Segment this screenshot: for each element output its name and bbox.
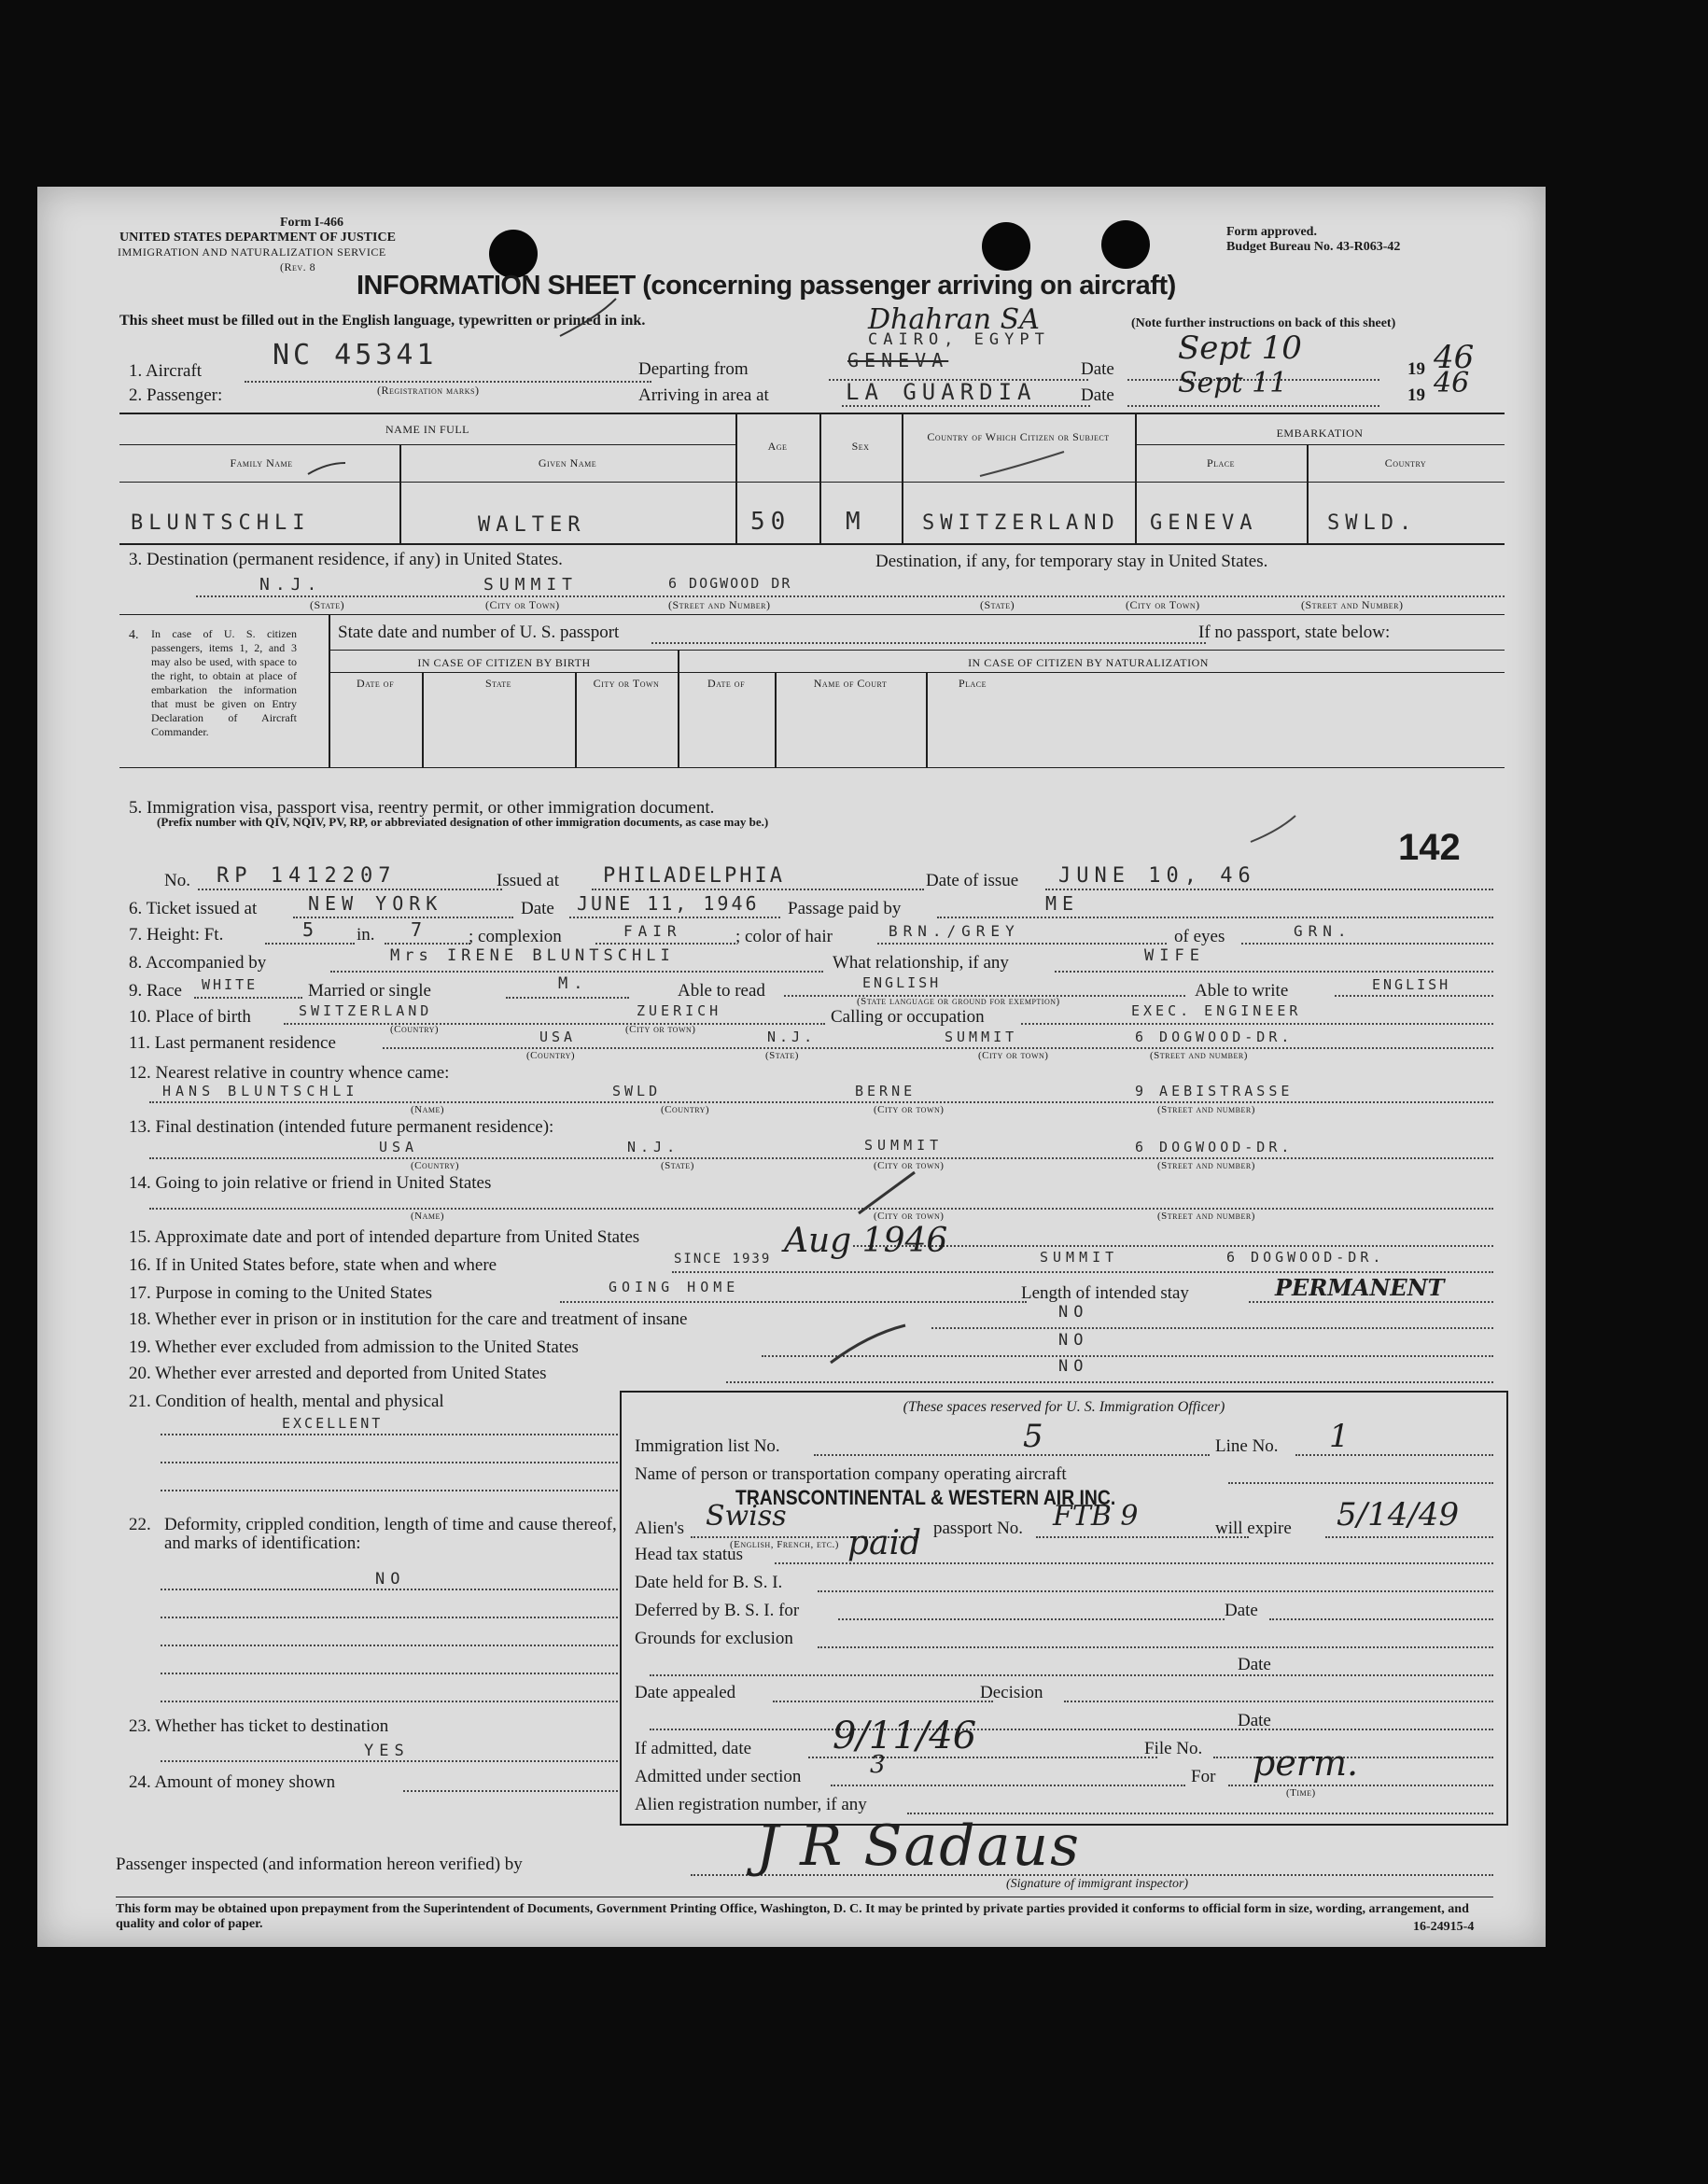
- item6-paid-value: ME: [1045, 892, 1080, 915]
- item11-cap-city: (City or town): [978, 1050, 1049, 1061]
- item16-label: 16. If in United States before, state when and where: [129, 1255, 497, 1275]
- item3-city: SUMMIT: [483, 575, 579, 595]
- item5-no-label: No.: [164, 871, 190, 890]
- date2-label: Date: [1081, 385, 1114, 405]
- alien-value: Swiss: [706, 1500, 787, 1533]
- item10-cap-city: (City or town): [625, 1024, 696, 1035]
- item5-no-value: RP 1412207: [217, 864, 397, 888]
- head-tax-value: paid: [847, 1524, 922, 1562]
- item13-city: SUMMIT: [864, 1137, 944, 1154]
- item13-cap-state: (State): [661, 1160, 694, 1171]
- item4-text: In case of U. S. citizen passengers, items 1, 2, and 3 may also be used, with space to the right, to obtain at place of embarkation the information that must be given on Entry Declaration of Aircraft Commander.: [151, 627, 297, 738]
- item22-value: NO: [375, 1570, 406, 1589]
- nat-place-header: Place: [958, 677, 987, 690]
- alien-registration-label: Alien registration number, if any: [635, 1795, 867, 1814]
- item22-label: Deformity, crippled condition, length of time and cause thereof, and marks of identification:: [164, 1515, 617, 1553]
- item7-in: 7: [411, 918, 428, 941]
- alien-label: Alien's: [635, 1519, 685, 1538]
- pen-tick-mark-2: [980, 452, 1064, 476]
- item9-write: ENGLISH: [1372, 976, 1451, 993]
- item7-hair: BRN./GREY: [889, 922, 1020, 940]
- signature-caption: (Signature of immigrant inspector): [1006, 1877, 1189, 1891]
- item17-label: 17. Purpose in coming to the United States: [129, 1283, 433, 1303]
- if-admitted-label: If admitted, date: [635, 1739, 752, 1758]
- item11-cap-street: (Street and number): [1150, 1050, 1248, 1061]
- item24-label: 24. Amount of money shown: [129, 1772, 336, 1792]
- will-expire-label: will expire: [1215, 1519, 1292, 1538]
- passenger-label: 2. Passenger:: [129, 385, 223, 405]
- item11-country: USA: [539, 1029, 577, 1045]
- time-caption: (Time): [1286, 1787, 1316, 1799]
- passport-no-value: FTB 9: [1053, 1500, 1139, 1533]
- item3-cap-city-right: (City or Town): [1126, 598, 1200, 611]
- year1-value: 46: [1434, 339, 1475, 376]
- date2-value: Sept 11: [1178, 367, 1288, 399]
- departing-label: Departing from: [638, 359, 749, 379]
- item17-value: GOING HOME: [609, 1279, 740, 1295]
- item13-state: N.J.: [627, 1139, 680, 1155]
- pen-tick-mark-3: [1251, 816, 1295, 842]
- item14-cap-city: (City or town): [874, 1211, 945, 1222]
- country-citizen-text: Country of Which Citizen or Subject: [927, 430, 1110, 443]
- item13-cap-city: (City or town): [874, 1160, 945, 1171]
- item12-cap-name: (Name): [411, 1104, 445, 1115]
- form-approved: Form approved.: [1226, 225, 1317, 239]
- item18-value: NO: [1058, 1303, 1089, 1322]
- item15-label: 15. Approximate date and port of intended departure from United States: [129, 1227, 640, 1247]
- item11-cap-state: (State): [765, 1050, 799, 1061]
- pen-stroke: [831, 1325, 905, 1363]
- information-sheet-document: [37, 187, 1546, 1947]
- item6-date-label: Date: [521, 899, 554, 918]
- item7-complexion: FAIR: [623, 922, 682, 940]
- decision-date-label: Date: [1238, 1711, 1271, 1730]
- name-in-full-header: NAME IN FULL: [385, 423, 469, 436]
- item21-value: EXCELLENT: [282, 1415, 384, 1432]
- item3-cap-street-right: (Street and Number): [1301, 598, 1404, 611]
- departing-crossed: GENEVA: [847, 349, 949, 371]
- departing-above: CAIRO, EGYPT: [868, 330, 1050, 349]
- item6-label: 6. Ticket issued at: [129, 899, 258, 918]
- service-name: IMMIGRATION AND NATURALIZATION SERVICE: [118, 245, 386, 259]
- date-held-label: Date held for B. S. I.: [635, 1573, 783, 1592]
- aircraft-value: NC 45341: [273, 339, 438, 371]
- nat-court-header: Name of Court: [813, 677, 888, 690]
- passport-no-label: passport No.: [933, 1519, 1024, 1538]
- item3-street: 6 DOGWOOD DR: [668, 575, 792, 592]
- item12-name: HANS BLUNTSCHLI: [162, 1083, 359, 1099]
- item3-cap-state-right: (State): [980, 598, 1015, 611]
- issued-at-value: PHILADELPHIA: [603, 864, 785, 888]
- item17-stay: PERMANENT: [1275, 1274, 1445, 1301]
- grounds-label: Grounds for exclusion: [635, 1629, 793, 1648]
- birth-date-header: Date of: [356, 677, 395, 690]
- item7-hair-label: ; color of hair: [735, 927, 833, 946]
- alien-caption: (English, French, etc.): [730, 1539, 839, 1550]
- item13-country: USA: [379, 1139, 419, 1155]
- item3-label: 3. Destination (permanent residence, if any) in United States.: [129, 550, 563, 569]
- deferred-label: Deferred by B. S. I. for: [635, 1601, 800, 1620]
- item7-ft: 5: [302, 918, 320, 941]
- item16-street: 6 DOGWOOD-DR.: [1226, 1249, 1385, 1266]
- item7-in-label: in.: [357, 925, 375, 945]
- sex-value: M: [846, 508, 866, 536]
- item3-state: N.J.: [259, 575, 323, 595]
- form-number: Form I-466: [280, 216, 344, 230]
- item3-cap-street: (Street and Number): [668, 598, 771, 611]
- item10-country: SWITZERLAND: [299, 1002, 433, 1019]
- departing-scrawl: Dhahran SA: [868, 303, 1040, 336]
- date-of-issue-value: JUNE 10, 46: [1058, 864, 1256, 888]
- company-label: Name of person or transportation company operating aircraft: [635, 1464, 1067, 1484]
- item4-num: 4.: [129, 628, 139, 642]
- birth-state-header: State: [484, 677, 512, 690]
- item13-cap-country: (Country): [411, 1160, 460, 1171]
- family-name-header: Family Name: [230, 456, 293, 469]
- for-label: For: [1191, 1767, 1216, 1786]
- instruction-text: This sheet must be filled out in the English language, typewritten or printed in ink.: [119, 313, 646, 329]
- item14-cap-name: (Name): [411, 1211, 445, 1222]
- item12-country: SWLD: [612, 1083, 662, 1099]
- item11-city: SUMMIT: [945, 1029, 1018, 1045]
- item9-read-caption: (State language or ground for exemption): [857, 996, 1060, 1007]
- footer-notice: This form may be obtained upon prepayment from the Superintendent of Documents, Government Printing Office, Washington, D. C. It may be printed by private parties provided it conforms to official form in size, wording, arrangement, and quality and color of paper.: [116, 1902, 1469, 1931]
- item3-label-right: Destination, if any, for temporary stay in United States.: [875, 552, 1268, 571]
- given-name-header: Given Name: [538, 456, 597, 469]
- item13-label: 13. Final destination (intended future permanent residence):: [129, 1117, 554, 1137]
- inspected-by-label: Passenger inspected (and information hereon verified) by: [116, 1855, 523, 1874]
- company-value: TRANSCONTINENTAL & WESTERN AIR INC.: [735, 1486, 1116, 1509]
- item6-value: NEW YORK: [308, 892, 443, 915]
- item5-sub: (Prefix number with QIV, NQIV, PV, RP, or abbreviated designation of other immigration documents, as case may be.): [157, 815, 769, 829]
- will-expire-value: 5/14/49: [1337, 1496, 1460, 1533]
- item11-cap-country: (Country): [526, 1050, 576, 1061]
- sex-header: Sex: [851, 440, 870, 453]
- year2-prefix: 19: [1407, 385, 1425, 405]
- item19-value: NO: [1058, 1331, 1089, 1350]
- deferred-date-label: Date: [1225, 1601, 1258, 1620]
- nat-date-header: Date of: [707, 677, 746, 690]
- year1-prefix: 19: [1407, 359, 1425, 379]
- embarkation-header: EMBARKATION: [1276, 427, 1364, 440]
- aircraft-label: 1. Aircraft: [129, 361, 203, 381]
- item10-city: ZUERICH: [637, 1002, 722, 1019]
- item16-city: SUMMIT: [1040, 1249, 1119, 1266]
- citizen-naturalization-header: IN CASE OF CITIZEN BY NATURALIZATION: [968, 656, 1209, 669]
- admitted-section-label: Admitted under section: [635, 1767, 802, 1786]
- arriving-label: Arriving in area at: [638, 385, 769, 405]
- department-name: UNITED STATES DEPARTMENT OF JUSTICE: [119, 231, 396, 245]
- given-name-value: WALTER: [478, 513, 586, 537]
- item16-hand: Aug 1946: [784, 1222, 948, 1260]
- item23-value: YES: [364, 1742, 410, 1760]
- item11-state: N.J.: [767, 1029, 817, 1045]
- embark-country-value: SWLD.: [1327, 511, 1418, 535]
- date-of-issue-label: Date of issue: [926, 871, 1019, 890]
- list-no-label: Immigration list No.: [635, 1436, 780, 1456]
- birth-city-header: City or Town: [593, 677, 660, 690]
- citizen-birth-header: IN CASE OF CITIZEN BY BIRTH: [417, 656, 591, 669]
- item19-label: 19. Whether ever excluded from admission to the United States: [129, 1337, 579, 1357]
- item8-label: 8. Accompanied by: [129, 953, 267, 973]
- item10-label: 10. Place of birth: [129, 1007, 251, 1027]
- country-citizen-header: [916, 431, 1121, 442]
- item9-married-label: Married or single: [308, 981, 431, 1001]
- item10-calling-label: Calling or occupation: [831, 1007, 985, 1027]
- revision: (Rev. 8: [280, 260, 316, 273]
- item12-city: BERNE: [855, 1083, 917, 1099]
- instruction-note: (Note further instructions on back of this sheet): [1131, 316, 1396, 330]
- head-tax-label: Head tax status: [635, 1545, 744, 1564]
- item10-calling: EXEC. ENGINEER: [1131, 1002, 1302, 1019]
- age-header: Age: [767, 440, 788, 453]
- item12-label: 12. Nearest relative in country whence came:: [129, 1063, 450, 1083]
- line-no-label: Line No.: [1215, 1436, 1279, 1456]
- item9-write-label: Able to write: [1195, 981, 1289, 1001]
- list-no-value: 5: [1023, 1418, 1043, 1455]
- item6-paid-label: Passage paid by: [788, 899, 902, 918]
- sheet-title: INFORMATION SHEET (concerning passenger arriving on aircraft): [357, 271, 1176, 301]
- item18-label: 18. Whether ever in prison or in institution for the care and treatment of insane: [129, 1309, 688, 1329]
- family-name-value: BLUNTSCHLI: [131, 511, 311, 535]
- registration-marks-caption: (Registration marks): [377, 384, 480, 397]
- item14-label: 14. Going to join relative or friend in United States: [129, 1173, 492, 1193]
- date1-value: Sept 10: [1178, 329, 1302, 367]
- passport-date-label: State date and number of U. S. passport: [338, 623, 620, 642]
- item16-value: SINCE 1939: [674, 1252, 772, 1267]
- item12-street: 9 AEBISTRASSE: [1135, 1083, 1294, 1099]
- item9-read: ENGLISH: [862, 974, 942, 991]
- country-header: Country: [1384, 456, 1427, 469]
- citizen-value: SWITZERLAND: [922, 511, 1120, 535]
- item7-eyes-label: of eyes: [1174, 927, 1225, 946]
- no-passport-label: If no passport, state below:: [1198, 623, 1391, 642]
- stamp-number: 142: [1398, 827, 1461, 868]
- item9-label: 9. Race: [129, 981, 182, 1001]
- grounds-date-label: Date: [1238, 1655, 1271, 1674]
- item9-read-label: Able to read: [678, 981, 765, 1001]
- item5-label: 5. Immigration visa, passport visa, reentry permit, or other immigration document.: [129, 798, 715, 818]
- issued-at-label: Issued at: [497, 871, 560, 890]
- item11-label: 11. Last permanent residence: [129, 1033, 336, 1053]
- item13-cap-street: (Street and number): [1157, 1160, 1255, 1171]
- item7-complexion-label: ; complexion: [469, 927, 562, 946]
- item22-num: 22.: [129, 1515, 151, 1534]
- year2-value: 46: [1434, 367, 1470, 399]
- print-code: 16-24915-4: [1413, 1920, 1475, 1934]
- item17-stay-label: Length of intended stay: [1021, 1283, 1189, 1303]
- item8-rel: WIFE: [1144, 946, 1205, 965]
- admitted-section-value: 3: [870, 1751, 886, 1779]
- item10-cap-country: (Country): [390, 1024, 440, 1035]
- file-no-label: File No.: [1144, 1739, 1203, 1758]
- item11-street: 6 DOGWOOD-DR.: [1135, 1029, 1294, 1045]
- item9-married: M.: [558, 974, 589, 993]
- item8-rel-label: What relationship, if any: [833, 953, 1009, 973]
- arriving-value: LA GUARDIA: [846, 379, 1037, 405]
- item20-label: 20. Whether ever arrested and deported from United States: [129, 1364, 547, 1383]
- item9-race: WHITE: [202, 976, 259, 993]
- if-admitted-value: 9/11/46: [833, 1715, 977, 1757]
- item13-street: 6 DOGWOOD-DR.: [1135, 1139, 1294, 1155]
- line-no-value: 1: [1329, 1418, 1350, 1455]
- item14-cap-street: (Street and number): [1157, 1211, 1255, 1222]
- budget-bureau: Budget Bureau No. 43-R063-42: [1226, 240, 1401, 254]
- decision-label: Decision: [980, 1683, 1043, 1702]
- punch-hole: [982, 222, 1030, 271]
- item6-date-value: JUNE 11, 1946: [577, 892, 760, 915]
- pen-tick-mark: [308, 463, 345, 474]
- item7-eyes: GRN.: [1294, 922, 1352, 940]
- officer-box-header: (These spaces reserved for U. S. Immigration Officer): [903, 1399, 1225, 1415]
- embark-place-value: GENEVA: [1150, 511, 1258, 535]
- for-value: perm.: [1253, 1743, 1359, 1784]
- item8-value: Mrs IRENE BLUNTSCHLI: [390, 946, 675, 965]
- item3-cap-city: (City or Town): [485, 598, 560, 611]
- place-header: Place: [1206, 456, 1236, 469]
- punch-hole: [1101, 220, 1150, 269]
- date-appealed-label: Date appealed: [635, 1683, 736, 1702]
- item12-cap-country: (Country): [661, 1104, 710, 1115]
- item21-label: 21. Condition of health, mental and physical: [129, 1392, 444, 1411]
- date1-label: Date: [1081, 359, 1114, 379]
- item3-cap-state: (State): [310, 598, 345, 611]
- item12-cap-city: (City or town): [874, 1104, 945, 1115]
- item20-value: NO: [1058, 1357, 1089, 1376]
- item23-label: 23. Whether has ticket to destination: [129, 1716, 389, 1736]
- inspector-signature: J R Sadaus: [756, 1813, 1081, 1879]
- age-value: 50: [750, 508, 791, 536]
- item7-label: 7. Height: Ft.: [129, 925, 224, 945]
- item12-cap-street: (Street and number): [1157, 1104, 1255, 1115]
